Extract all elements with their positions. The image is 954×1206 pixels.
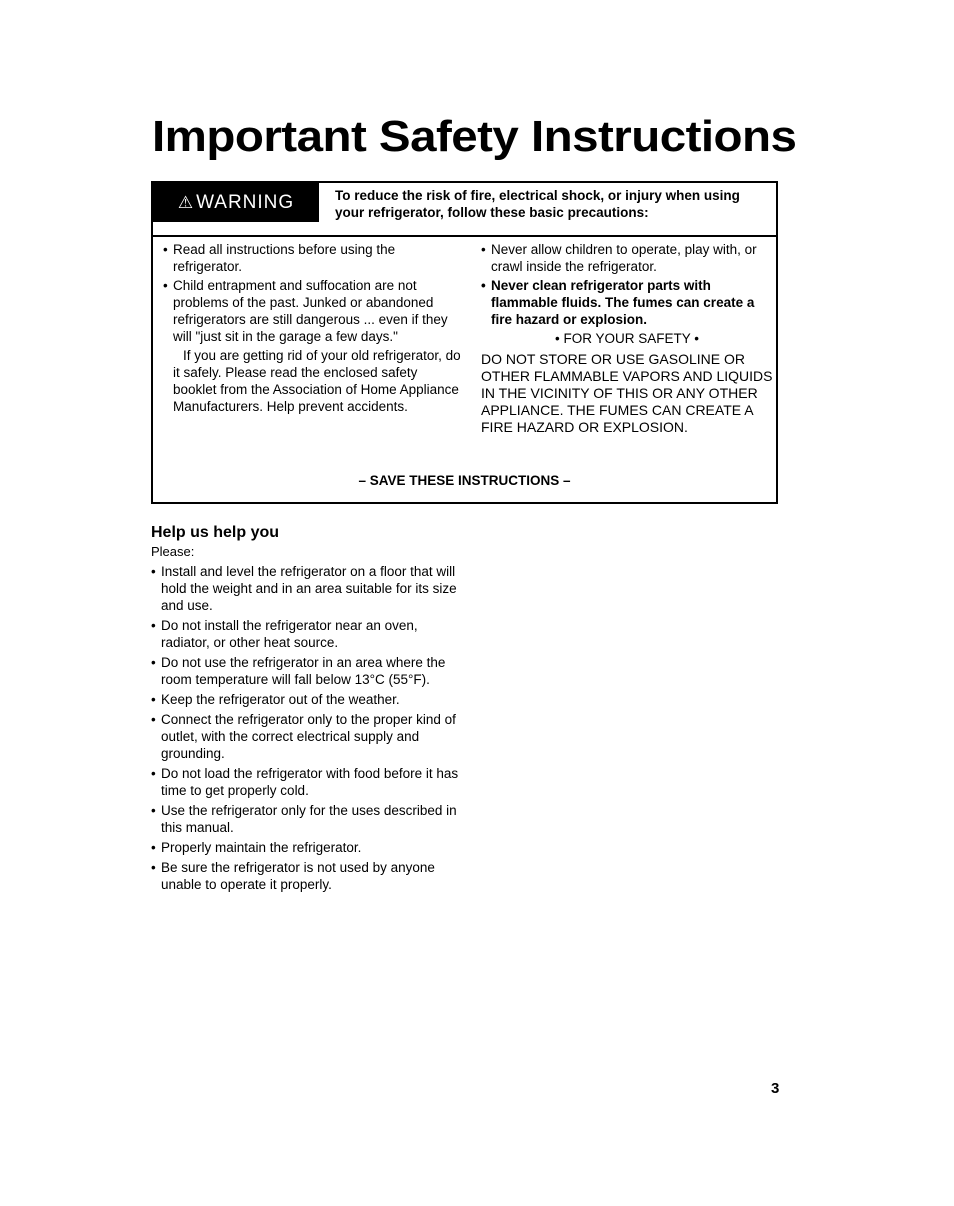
- recycling-paragraph: If you are getting rid of your old refrigerator, do it safely. Please read the enclosed safety booklet from the Association of Home Appliance Manufacturers. Help prevent accidents.: [173, 348, 461, 414]
- list-item-text: Do not use the refrigerator in an area where the room temperature will fall below 13°C (55°F).: [161, 655, 446, 687]
- warning-intro: To reduce the risk of fire, electrical shock, or injury when using your refrigerator, follow these basic precautions:: [335, 188, 740, 220]
- safety-text: DO NOT STORE OR USE GASOLINE OR OTHER FLAMMABLE VAPORS AND LIQUIDS IN THE VICINITY OF THIS OR ANY OTHER APPLIANCE. THE FUMES CAN CREATE A FIRE HAZARD OR EXPLOSION.: [481, 351, 773, 435]
- bullet: •: [151, 803, 156, 818]
- list-item: [481, 277, 773, 328]
- list-item: [151, 802, 461, 836]
- bullet: •: [151, 564, 156, 579]
- list-item: [163, 277, 463, 345]
- list-item: [151, 839, 461, 856]
- list-item-text: Keep the refrigerator out of the weather.: [161, 692, 400, 707]
- list-item-text: Never allow children to operate, play with, or crawl inside the refrigerator.: [491, 242, 757, 274]
- help-list: [151, 563, 461, 893]
- help-section: [151, 524, 461, 896]
- bullet: •: [151, 712, 156, 727]
- bullet: •: [151, 655, 156, 670]
- bullet: •: [151, 692, 156, 707]
- list-item-text: Do not install the refrigerator near an oven, radiator, or other heat source.: [161, 618, 418, 650]
- list-item-text: Properly maintain the refrigerator.: [161, 840, 362, 855]
- warning-box: [151, 181, 778, 504]
- list-item: [481, 241, 773, 275]
- warning-label-text: WARNING: [196, 191, 295, 213]
- bullet: •: [163, 242, 168, 257]
- page-title: Important Safety Instructions: [152, 112, 797, 161]
- list-item: [151, 617, 461, 651]
- list-item: [151, 654, 461, 688]
- list-item-text: Do not load the refrigerator with food before it has time to get properly cold.: [161, 766, 459, 798]
- list-item: [151, 563, 461, 614]
- help-intro: Please:: [151, 544, 195, 559]
- warning-triangle-icon: ⚠: [177, 193, 195, 212]
- page-number: 3: [771, 1080, 780, 1097]
- list-item-text: Read all instructions before using the refrigerator.: [173, 242, 396, 274]
- warning-label: [153, 183, 319, 222]
- bullet: •: [151, 766, 156, 781]
- save-instructions: – SAVE THESE INSTRUCTIONS –: [358, 473, 571, 488]
- list-item-text: Child entrapment and suffocation are not problems of the past. Junked or abandoned refrigerators are still dangerous ... even if they will "just sit in the garage a few days.": [173, 278, 448, 344]
- list-item-text: Connect the refrigerator only to the proper kind of outlet, with the correct electrical supply and grounding.: [161, 712, 456, 761]
- bullet: •: [481, 278, 486, 293]
- warning-left-column: [163, 241, 463, 415]
- list-item: [151, 859, 461, 893]
- list-item: [151, 691, 461, 708]
- list-item-text: Be sure the refrigerator is not used by anyone unable to operate it properly.: [161, 860, 435, 892]
- bullet: •: [151, 618, 156, 633]
- list-item-text: Install and level the refrigerator on a floor that will hold the weight and in an area suitable for its size and use.: [161, 564, 457, 613]
- warning-header: [153, 183, 776, 237]
- list-item-text: Use the refrigerator only for the uses described in this manual.: [161, 803, 457, 835]
- bullet: •: [481, 242, 486, 257]
- list-item: [151, 765, 461, 799]
- bullet: •: [163, 278, 168, 293]
- safety-heading: • FOR YOUR SAFETY •: [555, 331, 699, 346]
- warning-right-column: [481, 241, 773, 436]
- bullet: •: [151, 840, 156, 855]
- bullet: •: [151, 860, 156, 875]
- list-item-text: Never clean refrigerator parts with flammable fluids. The fumes can create a fire hazard or explosion.: [491, 278, 755, 327]
- list-item: [163, 241, 463, 275]
- list-item: [151, 711, 461, 762]
- help-title: Help us help you: [151, 524, 280, 541]
